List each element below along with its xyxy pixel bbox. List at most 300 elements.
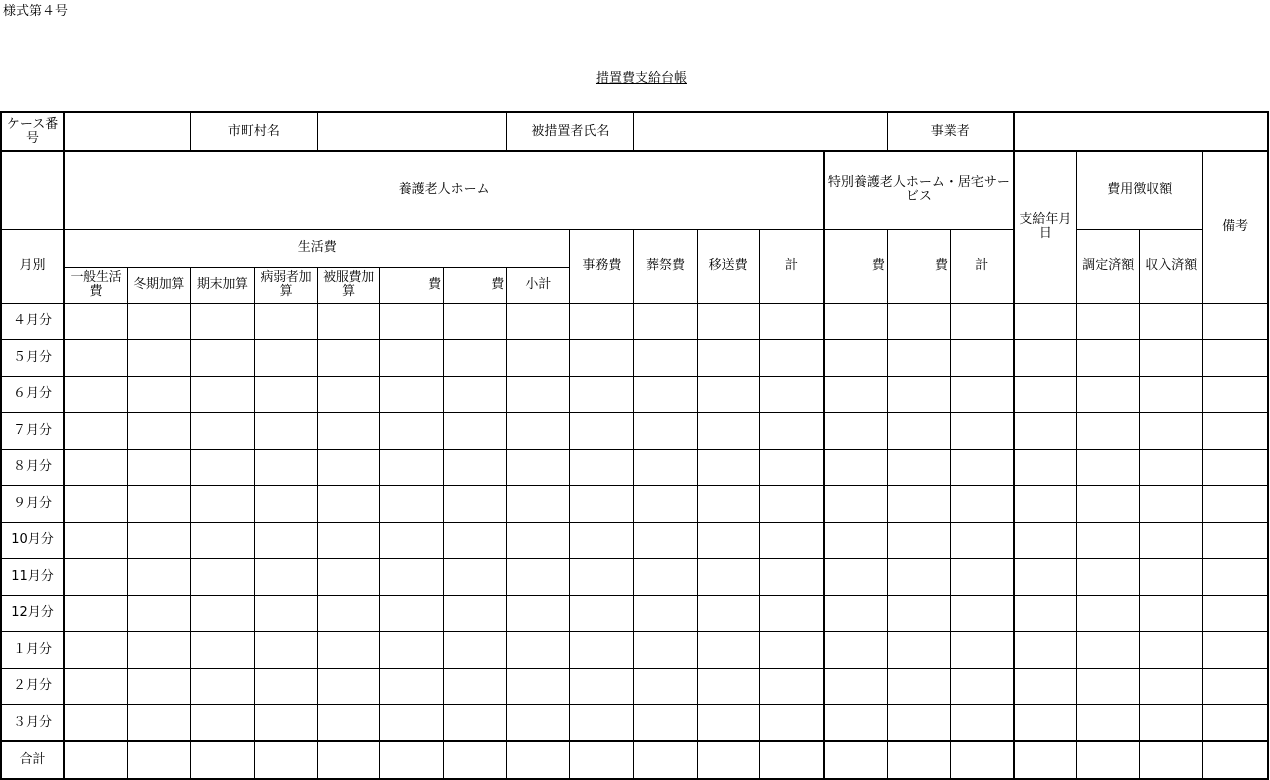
entry-cell[interactable]: [507, 449, 570, 486]
entry-cell[interactable]: [759, 595, 824, 632]
entry-cell[interactable]: [697, 668, 759, 705]
remarks-header: 備考: [1203, 151, 1268, 303]
entry-cell[interactable]: [254, 668, 317, 705]
total-cell[interactable]: [1014, 741, 1077, 779]
entry-cell[interactable]: [887, 486, 950, 523]
month-row: [1, 522, 1268, 559]
entry-cell[interactable]: [634, 413, 697, 450]
entry-cell[interactable]: [1077, 486, 1140, 523]
entry-cell[interactable]: [507, 340, 570, 377]
entry-cell[interactable]: [1203, 595, 1268, 632]
entry-cell[interactable]: [570, 705, 634, 742]
col-special-total: 計: [950, 229, 1013, 303]
entry-cell[interactable]: [1140, 376, 1203, 413]
entry-cell[interactable]: [127, 632, 190, 669]
entry-cell[interactable]: [1203, 376, 1268, 413]
entry-cell[interactable]: [570, 668, 634, 705]
entry-cell[interactable]: [1014, 559, 1077, 596]
entry-cell[interactable]: [697, 705, 759, 742]
entry-cell[interactable]: [697, 559, 759, 596]
entry-cell[interactable]: [380, 522, 444, 559]
total-cell[interactable]: [380, 741, 444, 779]
entry-cell[interactable]: [64, 705, 127, 742]
payment-ledger-table: [0, 111, 1269, 780]
entry-cell[interactable]: [444, 559, 507, 596]
document-title: 措置費支給台帳: [595, 71, 687, 86]
entry-cell[interactable]: [950, 413, 1013, 450]
entry-cell[interactable]: [1014, 632, 1077, 669]
entry-cell[interactable]: [824, 449, 887, 486]
entry-cell[interactable]: [697, 632, 759, 669]
entry-cell[interactable]: [190, 413, 254, 450]
entry-cell[interactable]: [254, 486, 317, 523]
entry-cell[interactable]: [507, 522, 570, 559]
entry-cell[interactable]: [1077, 376, 1140, 413]
entry-cell[interactable]: [380, 668, 444, 705]
entry-cell[interactable]: [317, 486, 379, 523]
entry-cell[interactable]: [570, 559, 634, 596]
entry-cell[interactable]: [1140, 595, 1203, 632]
entry-cell[interactable]: [444, 668, 507, 705]
entry-cell[interactable]: [1077, 632, 1140, 669]
entry-cell[interactable]: [507, 376, 570, 413]
entry-cell[interactable]: [127, 559, 190, 596]
month-rows: [1, 303, 1268, 741]
entry-cell[interactable]: [444, 449, 507, 486]
entry-cell[interactable]: [190, 522, 254, 559]
entry-cell[interactable]: [759, 449, 824, 486]
entry-cell[interactable]: [950, 595, 1013, 632]
month-row-label: ９月分: [1, 486, 64, 523]
entry-cell[interactable]: [634, 559, 697, 596]
entry-cell[interactable]: [254, 449, 317, 486]
entry-cell[interactable]: [1077, 668, 1140, 705]
entry-cell[interactable]: [1140, 668, 1203, 705]
entry-cell[interactable]: [759, 486, 824, 523]
month-row-label: ８月分: [1, 449, 64, 486]
entry-cell[interactable]: [887, 303, 950, 340]
entry-cell[interactable]: [1203, 303, 1268, 340]
entry-cell[interactable]: [254, 595, 317, 632]
entry-cell[interactable]: [1203, 705, 1268, 742]
total-cell[interactable]: [190, 741, 254, 779]
col-received: 収入済額: [1140, 229, 1203, 303]
entry-cell[interactable]: [824, 486, 887, 523]
entry-cell[interactable]: [634, 303, 697, 340]
entry-cell[interactable]: [1203, 486, 1268, 523]
total-cell[interactable]: [759, 741, 824, 779]
entry-cell[interactable]: [759, 340, 824, 377]
entry-cell[interactable]: [759, 559, 824, 596]
entry-cell[interactable]: [190, 595, 254, 632]
entry-cell[interactable]: [887, 413, 950, 450]
month-row-label: ６月分: [1, 376, 64, 413]
month-row-label: １月分: [1, 632, 64, 669]
entry-cell[interactable]: [1014, 705, 1077, 742]
entry-cell[interactable]: [634, 376, 697, 413]
entry-cell[interactable]: [1077, 522, 1140, 559]
total-cell[interactable]: [950, 741, 1013, 779]
entry-cell[interactable]: [824, 632, 887, 669]
entry-cell[interactable]: [634, 449, 697, 486]
col-total: 計: [759, 229, 824, 303]
entry-cell[interactable]: [634, 595, 697, 632]
entry-cell[interactable]: [1140, 303, 1203, 340]
person-name-field[interactable]: [634, 112, 887, 151]
entry-cell[interactable]: [634, 632, 697, 669]
month-row: [1, 449, 1268, 486]
corner-cell: [1, 151, 64, 229]
total-cell[interactable]: [1077, 741, 1140, 779]
entry-cell[interactable]: [64, 522, 127, 559]
col-funeral: 葬祭費: [634, 229, 697, 303]
entry-cell[interactable]: [759, 303, 824, 340]
entry-cell[interactable]: [570, 632, 634, 669]
month-row-label: 11月分: [1, 559, 64, 596]
total-row: [1, 741, 1268, 779]
entry-cell[interactable]: [190, 449, 254, 486]
col-winter-add: 冬期加算: [127, 267, 190, 303]
entry-cell[interactable]: [697, 449, 759, 486]
total-cell[interactable]: [697, 741, 759, 779]
entry-cell[interactable]: [254, 632, 317, 669]
entry-cell[interactable]: [697, 376, 759, 413]
entry-cell[interactable]: [1077, 340, 1140, 377]
col-assessed: 調定済額: [1077, 229, 1140, 303]
entry-cell[interactable]: [317, 522, 379, 559]
entry-cell[interactable]: [1014, 486, 1077, 523]
total-cell[interactable]: [1203, 741, 1268, 779]
entry-cell[interactable]: [64, 595, 127, 632]
entry-cell[interactable]: [1140, 632, 1203, 669]
col-sick-add: 病弱者加算: [254, 267, 317, 303]
entry-cell[interactable]: [380, 486, 444, 523]
entry-cell[interactable]: [1140, 486, 1203, 523]
entry-cell[interactable]: [570, 522, 634, 559]
entry-cell[interactable]: [887, 668, 950, 705]
entry-cell[interactable]: [1203, 340, 1268, 377]
entry-cell[interactable]: [824, 303, 887, 340]
case-number-field[interactable]: [64, 112, 190, 151]
total-cell[interactable]: [127, 741, 190, 779]
living-expenses-header: 生活費: [64, 229, 570, 267]
entry-cell[interactable]: [950, 486, 1013, 523]
entry-cell[interactable]: [317, 449, 379, 486]
entry-cell[interactable]: [824, 705, 887, 742]
entry-cell[interactable]: [1014, 668, 1077, 705]
entry-cell[interactable]: [1203, 413, 1268, 450]
entry-cell[interactable]: [507, 303, 570, 340]
entry-cell[interactable]: [190, 632, 254, 669]
entry-cell[interactable]: [634, 486, 697, 523]
entry-cell[interactable]: [759, 632, 824, 669]
entry-cell[interactable]: [444, 340, 507, 377]
entry-cell[interactable]: [634, 522, 697, 559]
entry-cell[interactable]: [570, 340, 634, 377]
entry-cell[interactable]: [507, 413, 570, 450]
entry-cell[interactable]: [507, 595, 570, 632]
entry-cell[interactable]: [127, 705, 190, 742]
entry-cell[interactable]: [697, 340, 759, 377]
entry-cell[interactable]: [380, 559, 444, 596]
entry-cell[interactable]: [1140, 559, 1203, 596]
entry-cell[interactable]: [127, 595, 190, 632]
entry-cell[interactable]: [950, 632, 1013, 669]
total-cell[interactable]: [634, 741, 697, 779]
entry-cell[interactable]: [380, 303, 444, 340]
entry-cell[interactable]: [1077, 303, 1140, 340]
entry-cell[interactable]: [507, 486, 570, 523]
entry-cell[interactable]: [1140, 705, 1203, 742]
month-row-label: 12月分: [1, 595, 64, 632]
entry-cell[interactable]: [254, 340, 317, 377]
entry-cell[interactable]: [64, 486, 127, 523]
entry-cell[interactable]: [64, 413, 127, 450]
entry-cell[interactable]: [254, 376, 317, 413]
entry-cell[interactable]: [570, 449, 634, 486]
entry-cell[interactable]: [950, 668, 1013, 705]
col-special-fee-1: 費: [824, 229, 887, 303]
month-row: [1, 340, 1268, 377]
entry-cell[interactable]: [380, 595, 444, 632]
entry-cell[interactable]: [1014, 413, 1077, 450]
entry-cell[interactable]: [444, 632, 507, 669]
entry-cell[interactable]: [1203, 449, 1268, 486]
entry-cell[interactable]: [950, 303, 1013, 340]
entry-cell[interactable]: [444, 486, 507, 523]
entry-cell[interactable]: [570, 303, 634, 340]
entry-cell[interactable]: [444, 522, 507, 559]
entry-cell[interactable]: [887, 632, 950, 669]
entry-cell[interactable]: [697, 486, 759, 523]
entry-cell[interactable]: [824, 376, 887, 413]
entry-cell[interactable]: [697, 413, 759, 450]
entry-cell[interactable]: [759, 413, 824, 450]
entry-cell[interactable]: [380, 449, 444, 486]
entry-cell[interactable]: [697, 595, 759, 632]
entry-cell[interactable]: [254, 303, 317, 340]
entry-cell[interactable]: [1140, 522, 1203, 559]
entry-cell[interactable]: [190, 376, 254, 413]
entry-cell[interactable]: [1140, 340, 1203, 377]
entry-cell[interactable]: [127, 303, 190, 340]
month-row: [1, 486, 1268, 523]
case-number-label: ケース番号: [1, 112, 64, 151]
entry-cell[interactable]: [570, 595, 634, 632]
entry-cell[interactable]: [1203, 668, 1268, 705]
month-row: [1, 705, 1268, 742]
entry-cell[interactable]: [190, 340, 254, 377]
entry-cell[interactable]: [507, 668, 570, 705]
entry-cell[interactable]: [634, 668, 697, 705]
entry-cell[interactable]: [1203, 559, 1268, 596]
entry-cell[interactable]: [1140, 449, 1203, 486]
nursing-home-header: 養護老人ホーム: [64, 151, 824, 229]
entry-cell[interactable]: [190, 705, 254, 742]
entry-cell[interactable]: [1077, 413, 1140, 450]
entry-cell[interactable]: [380, 632, 444, 669]
entry-cell[interactable]: [759, 376, 824, 413]
total-cell[interactable]: [1140, 741, 1203, 779]
entry-cell[interactable]: [570, 413, 634, 450]
entry-cell[interactable]: [64, 668, 127, 705]
entry-cell[interactable]: [887, 376, 950, 413]
month-row: [1, 303, 1268, 340]
entry-cell[interactable]: [507, 705, 570, 742]
entry-cell[interactable]: [887, 340, 950, 377]
month-row: [1, 632, 1268, 669]
entry-cell[interactable]: [570, 486, 634, 523]
entry-cell[interactable]: [64, 303, 127, 340]
entry-cell[interactable]: [1140, 413, 1203, 450]
entry-cell[interactable]: [190, 303, 254, 340]
entry-cell[interactable]: [887, 559, 950, 596]
entry-cell[interactable]: [824, 559, 887, 596]
entry-cell[interactable]: [254, 413, 317, 450]
entry-cell[interactable]: [64, 449, 127, 486]
month-row-label: ４月分: [1, 303, 64, 340]
total-cell[interactable]: [507, 741, 570, 779]
entry-cell[interactable]: [634, 705, 697, 742]
entry-cell[interactable]: [950, 705, 1013, 742]
entry-cell[interactable]: [759, 705, 824, 742]
entry-cell[interactable]: [1077, 705, 1140, 742]
total-row-label: 合計: [1, 741, 64, 779]
col-blank-fee-2: 費: [444, 267, 507, 303]
entry-cell[interactable]: [254, 705, 317, 742]
total-cell[interactable]: [64, 741, 127, 779]
total-cell[interactable]: [824, 741, 887, 779]
entry-cell[interactable]: [317, 303, 379, 340]
entry-cell[interactable]: [444, 303, 507, 340]
entry-cell[interactable]: [127, 449, 190, 486]
col-term-end-add: 期末加算: [190, 267, 254, 303]
month-row: [1, 413, 1268, 450]
entry-cell[interactable]: [507, 559, 570, 596]
total-cell[interactable]: [570, 741, 634, 779]
entry-cell[interactable]: [697, 303, 759, 340]
month-row: [1, 668, 1268, 705]
entry-cell[interactable]: [127, 340, 190, 377]
entry-cell[interactable]: [1014, 522, 1077, 559]
entry-cell[interactable]: [1014, 303, 1077, 340]
entry-cell[interactable]: [127, 486, 190, 523]
entry-cell[interactable]: [1014, 340, 1077, 377]
entry-cell[interactable]: [1014, 376, 1077, 413]
entry-cell[interactable]: [317, 413, 379, 450]
col-office: 事務費: [570, 229, 634, 303]
entry-cell[interactable]: [1014, 449, 1077, 486]
col-clothing-add: 被服費加算: [317, 267, 379, 303]
entry-cell[interactable]: [317, 668, 379, 705]
col-blank-fee-1: 費: [380, 267, 444, 303]
entry-cell[interactable]: [127, 522, 190, 559]
total-cell[interactable]: [317, 741, 379, 779]
entry-cell[interactable]: [570, 376, 634, 413]
entry-cell[interactable]: [950, 559, 1013, 596]
col-transfer: 移送費: [697, 229, 759, 303]
municipality-field[interactable]: [317, 112, 506, 151]
entry-cell[interactable]: [254, 522, 317, 559]
entry-cell[interactable]: [1203, 632, 1268, 669]
entry-cell[interactable]: [127, 668, 190, 705]
entry-cell[interactable]: [127, 376, 190, 413]
fee-collection-header: 費用徴収額: [1077, 151, 1203, 229]
entry-cell[interactable]: [824, 340, 887, 377]
entry-cell[interactable]: [1077, 595, 1140, 632]
entry-cell[interactable]: [380, 340, 444, 377]
entry-cell[interactable]: [759, 668, 824, 705]
entry-cell[interactable]: [380, 705, 444, 742]
operator-field[interactable]: [1014, 112, 1268, 151]
entry-cell[interactable]: [190, 668, 254, 705]
total-cell[interactable]: [444, 741, 507, 779]
entry-cell[interactable]: [380, 376, 444, 413]
entry-cell[interactable]: [444, 595, 507, 632]
entry-cell[interactable]: [444, 376, 507, 413]
entry-cell[interactable]: [887, 522, 950, 559]
entry-cell[interactable]: [444, 705, 507, 742]
entry-cell[interactable]: [64, 376, 127, 413]
entry-cell[interactable]: [950, 340, 1013, 377]
month-label: 月別: [1, 229, 64, 303]
entry-cell[interactable]: [950, 522, 1013, 559]
entry-cell[interactable]: [254, 559, 317, 596]
month-row-label: ５月分: [1, 340, 64, 377]
entry-cell[interactable]: [1077, 449, 1140, 486]
entry-cell[interactable]: [1014, 595, 1077, 632]
month-row: [1, 376, 1268, 413]
entry-cell[interactable]: [444, 413, 507, 450]
entry-cell[interactable]: [64, 632, 127, 669]
entry-cell[interactable]: [887, 705, 950, 742]
entry-cell[interactable]: [64, 559, 127, 596]
entry-cell[interactable]: [1077, 559, 1140, 596]
entry-cell[interactable]: [824, 413, 887, 450]
entry-cell[interactable]: [824, 668, 887, 705]
month-row: [1, 595, 1268, 632]
entry-cell[interactable]: [1203, 522, 1268, 559]
total-cell[interactable]: [887, 741, 950, 779]
total-cell[interactable]: [254, 741, 317, 779]
month-row-label: 10月分: [1, 522, 64, 559]
entry-cell[interactable]: [127, 413, 190, 450]
entry-cell[interactable]: [380, 413, 444, 450]
col-subtotal: 小計: [507, 267, 570, 303]
entry-cell[interactable]: [317, 376, 379, 413]
entry-cell[interactable]: [950, 376, 1013, 413]
entry-cell[interactable]: [190, 559, 254, 596]
entry-cell[interactable]: [950, 449, 1013, 486]
entry-cell[interactable]: [317, 705, 379, 742]
entry-cell[interactable]: [317, 559, 379, 596]
entry-cell[interactable]: [824, 595, 887, 632]
entry-cell[interactable]: [190, 486, 254, 523]
entry-cell[interactable]: [824, 522, 887, 559]
entry-cell[interactable]: [317, 632, 379, 669]
entry-cell[interactable]: [887, 595, 950, 632]
entry-cell[interactable]: [759, 522, 824, 559]
entry-cell[interactable]: [317, 340, 379, 377]
entry-cell[interactable]: [697, 522, 759, 559]
entry-cell[interactable]: [887, 449, 950, 486]
municipality-label: 市町村名: [190, 112, 317, 151]
person-name-label: 被措置者氏名: [507, 112, 634, 151]
entry-cell[interactable]: [507, 632, 570, 669]
entry-cell[interactable]: [64, 340, 127, 377]
entry-cell[interactable]: [634, 340, 697, 377]
entry-cell[interactable]: [317, 595, 379, 632]
